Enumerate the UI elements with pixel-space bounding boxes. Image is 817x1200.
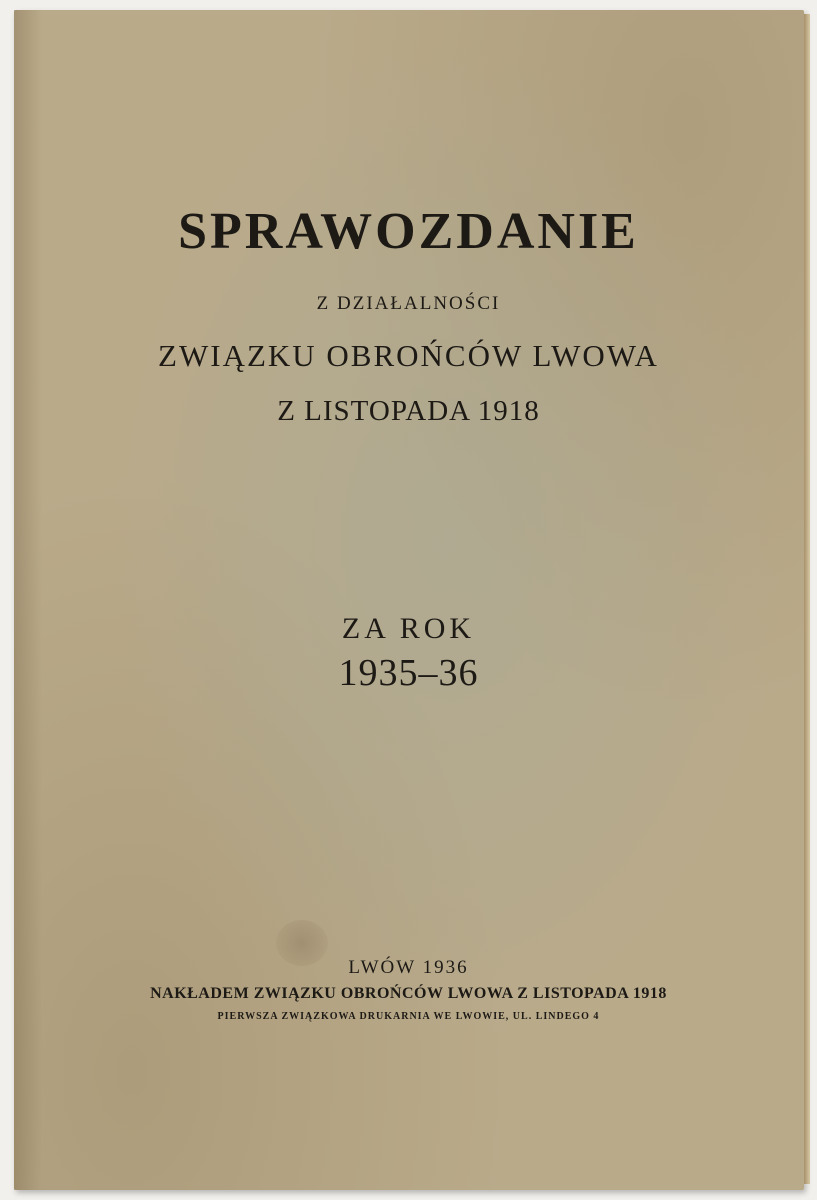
publisher-line: NAKŁADEM ZWIĄZKU OBROŃCÓW LWOWA Z LISTOPADA 1918	[150, 985, 667, 1002]
cover-subtitle-line3: Z LISTOPADA 1918	[277, 395, 540, 427]
cover-subtitle-line1: Z DZIAŁALNOŚCI	[316, 293, 501, 314]
period-label: ZA ROK	[341, 612, 476, 645]
place-year: LWÓW 1936	[348, 957, 469, 978]
printer-line: PIERWSZA ZWIĄZKOWA DRUKARNIA WE LWOWIE, UL. LINDEGO 4	[217, 1011, 600, 1022]
period-years: 1935–36	[338, 652, 479, 694]
cover-title: SPRAWOZDANIE	[178, 203, 639, 260]
cover-subtitle-line2: ZWIĄZKU OBROŃCÓW LWOWA	[158, 338, 659, 373]
